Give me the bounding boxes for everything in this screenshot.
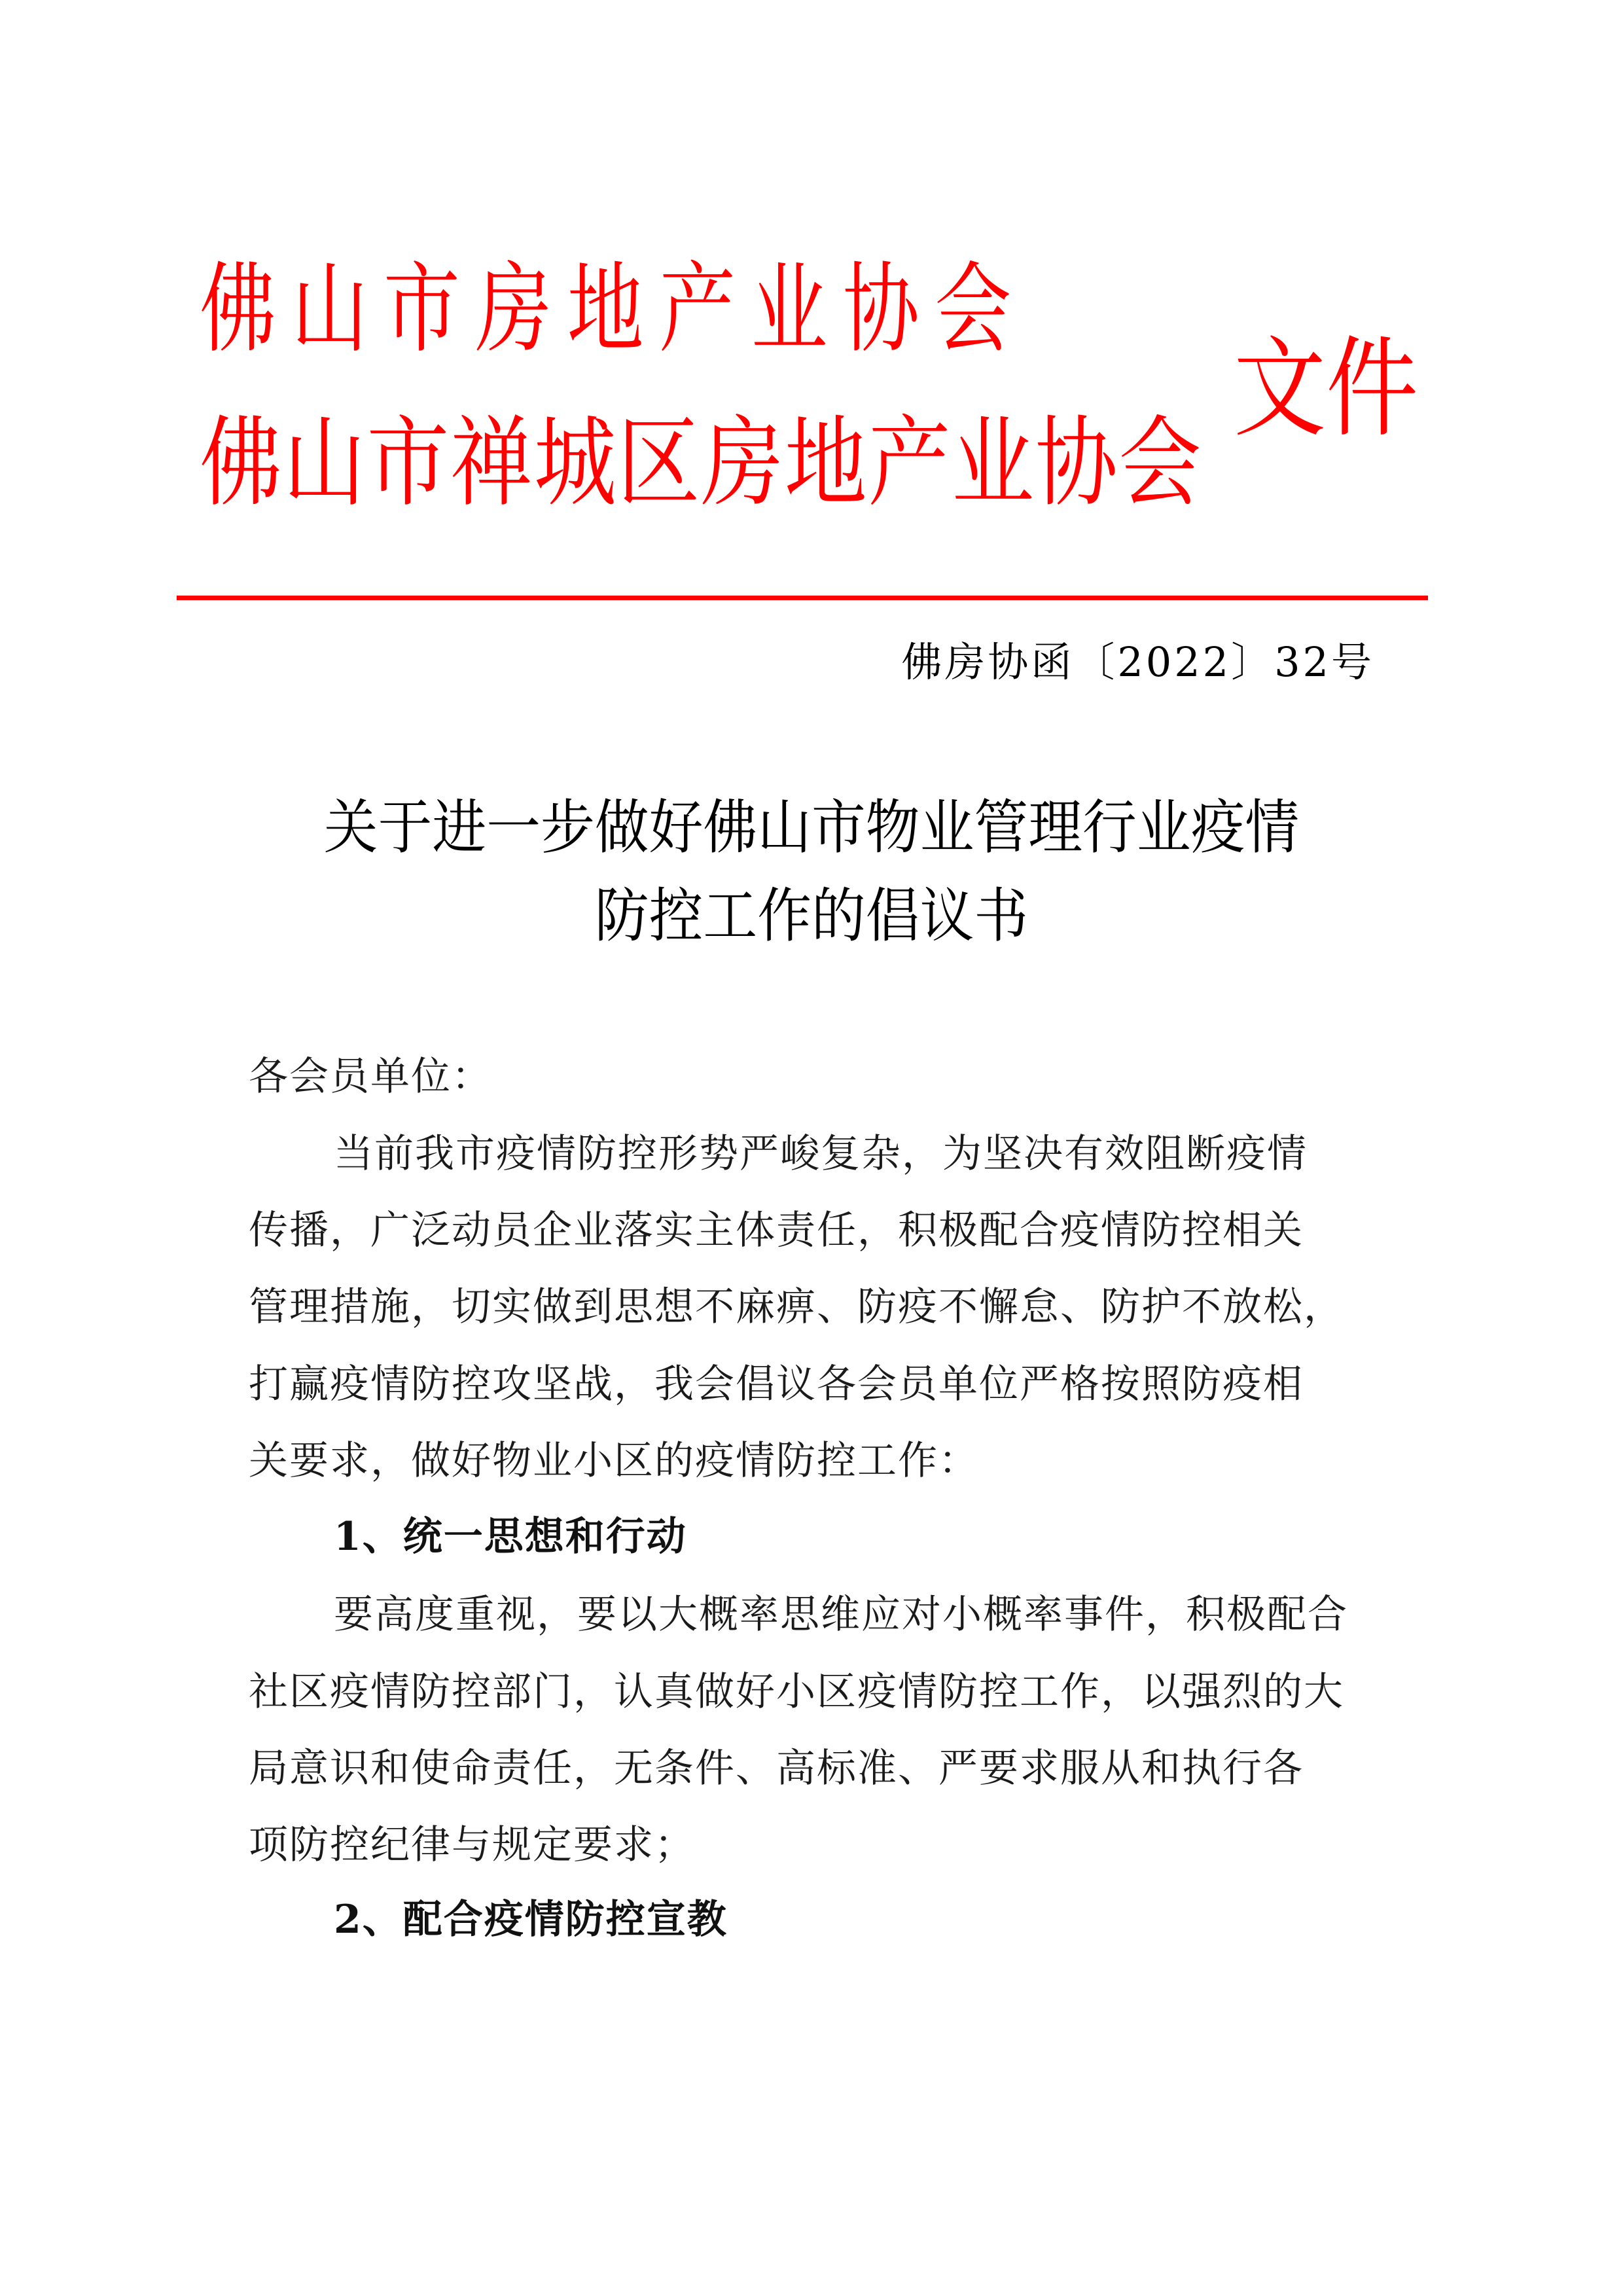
salutation: 各会员单位： xyxy=(249,1054,492,1100)
paragraph-line: 关要求，做好物业小区的疫情防控工作： xyxy=(249,1438,979,1484)
letterhead-org-line-2: 佛山市禅城区房地产业协会 xyxy=(200,406,1203,520)
paragraph-line: 打赢疫情防控攻坚战，我会倡议各会员单位严格按照防疫相 xyxy=(249,1361,1304,1407)
paragraph-line: 项防控纪律与规定要求； xyxy=(249,1822,695,1868)
letterhead-suffix: 文件 xyxy=(1234,326,1419,452)
paragraph-line: 社区疫情防控部门，认真做好小区疫情防控工作，以强烈的大 xyxy=(249,1669,1344,1715)
paragraph-line: 局意识和使命责任，无条件、高标准、严要求服从和执行各 xyxy=(249,1746,1304,1791)
section-heading: 1、统一思想和行动 xyxy=(334,1514,687,1560)
letterhead-org-line-1: 佛山市房地产业协会 xyxy=(200,253,1027,367)
letterhead-divider xyxy=(177,596,1428,600)
paragraph-line: 要高度重视，要以大概率思维应对小概率事件，积极配合 xyxy=(334,1592,1348,1638)
section-heading: 2、配合疫情防控宣教 xyxy=(334,1897,728,1943)
document-number: 佛房协函〔2022〕32号 xyxy=(901,638,1374,686)
document-title-line-2: 防控工作的倡议书 xyxy=(594,882,1029,950)
paragraph-line: 当前我市疫情防控形势严峻复杂，为坚决有效阻断疫情 xyxy=(334,1131,1308,1177)
paragraph-line: 管理措施，切实做到思想不麻痹、防疫不懈怠、防护不放松， xyxy=(249,1284,1344,1330)
paragraph-line: 传播，广泛动员企业落实主体责任，积极配合疫情防控相关 xyxy=(249,1208,1304,1253)
document-title-line-1: 关于进一步做好佛山市物业管理行业疫情 xyxy=(323,793,1300,862)
